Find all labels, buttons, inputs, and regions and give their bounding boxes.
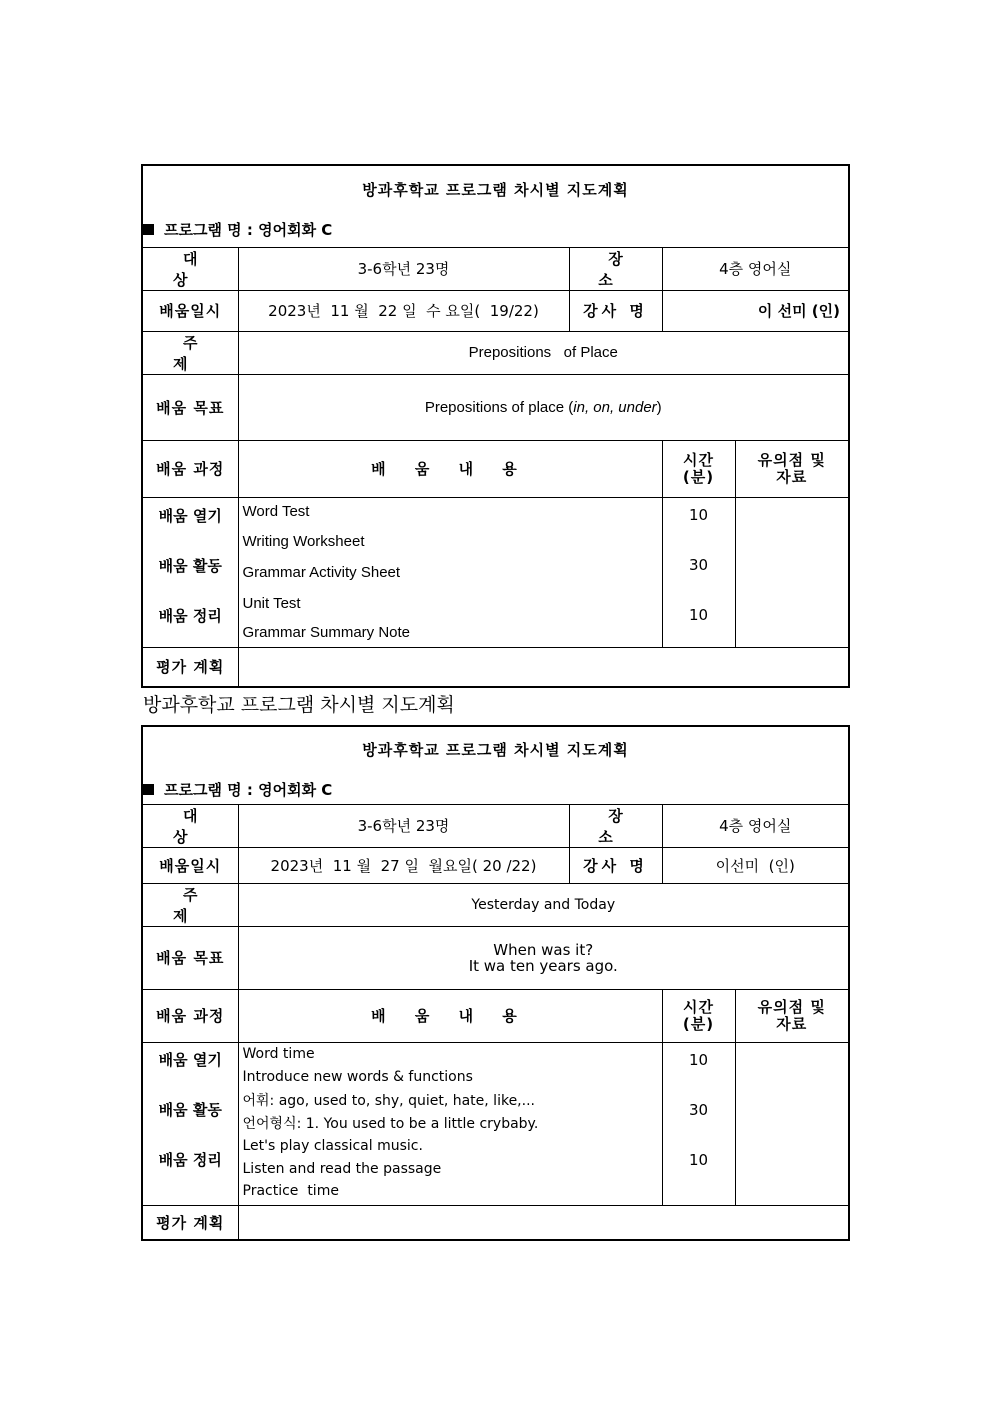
goal-line: It wa ten years ago. [468,956,618,975]
target-label: 대 상 [142,247,238,290]
phase-list [142,497,238,647]
time-value: 10 [688,506,709,524]
content-item: Listen and read the passage [242,1160,442,1177]
goal-text-end: ) [656,398,662,416]
time-label [662,440,735,497]
content-list [238,1042,662,1205]
evaluation-cell [238,647,849,687]
place-value: 4층 영어실 [662,804,849,847]
place-label: 장 소 [569,247,662,290]
phase-closing: 배움 정리 [158,1151,222,1169]
place-label: 장 소 [569,804,662,847]
content-item: Practice time [242,1183,339,1199]
content-item: Word time [242,1046,315,1062]
lesson-plan-1 [141,164,850,688]
program-name-text: 프로그램 명 : 영어회화 C [164,221,333,240]
notes-label-line-2: 자료 [776,467,808,486]
phase-opening: 배움 열기 [158,506,222,525]
content-item: Introduce new words & functions [242,1069,473,1085]
notes-label-line-1: 유의점 및 [757,997,826,1016]
date-value: 2023년 11 월 22 일 수 요일( 19/22) [238,290,569,331]
content-label: 배 움 내 용 [238,989,662,1042]
evaluation-cell [238,1205,849,1240]
goal-value [238,926,849,989]
notes-label-line-1: 유의점 및 [757,450,826,469]
phase-closing: 배움 정리 [158,606,222,625]
notes-label [735,989,849,1042]
date-value: 2023년 11 월 27 일 월요일( 20 /22) [238,847,569,883]
content-item: Grammar Activity Sheet [242,563,401,581]
evaluation-label: 평가 계획 [142,647,238,687]
lesson-plan-2 [141,725,850,1241]
date-label: 배움일시 [142,290,238,331]
plan-title: 방과후학교 프로그램 차시별 지도계획 [362,181,629,199]
notes-label [735,440,849,497]
time-list [662,1042,735,1205]
target-value: 3-6학년 23명 [238,804,569,847]
time-list [662,497,735,647]
goal-line: When was it? [493,940,594,959]
phase-list [142,1042,238,1205]
place-value: 4층 영어실 [662,247,849,290]
time-value: 10 [688,606,709,624]
content-list [238,497,662,647]
time-value: 30 [688,1100,709,1119]
process-label: 배움 과정 [142,440,238,497]
topic-value: Prepositions of Place [238,331,849,374]
content-item: 언어형식: 1. You used to be a little crybaby. [242,1116,539,1132]
time-label [662,989,735,1042]
phase-activity: 배움 활동 [158,1101,222,1119]
time-label-line-2: (분) [682,467,715,486]
time-value: 30 [688,556,709,574]
time-value: 10 [688,1050,709,1069]
content-item: Word Test [242,503,310,520]
content-item: Let's play classical music. [242,1138,423,1154]
program-name [142,213,849,247]
date-label: 배움일시 [142,847,238,883]
process-label: 배움 과정 [142,989,238,1042]
goal-text: Prepositions of place ( [424,398,574,416]
goal-value [238,374,849,440]
teacher-value: 이 선미 (인) [662,290,849,331]
topic-label: 주 제 [142,883,238,926]
content-item: Grammar Summary Note [242,624,411,641]
program-name [142,772,849,804]
time-label-line-2: (분) [682,1014,715,1033]
between-heading: 방과후학교 프로그램 차시별 지도계획 [143,694,455,716]
notes-label-line-2: 자료 [776,1014,808,1033]
notes-cell [735,497,849,647]
program-name-text: 프로그램 명 : 영어회화 C [164,781,333,800]
phase-activity: 배움 활동 [158,556,222,575]
goal-italic-text: in, on, under [573,398,657,416]
square-bullet-icon [143,784,154,795]
target-label: 대 상 [142,804,238,847]
time-label-line-1: 시간 [683,450,714,469]
teacher-label: 강사 명 [569,290,662,331]
topic-label: 주 제 [142,331,238,374]
time-label-line-1: 시간 [683,997,714,1016]
topic-value: Yesterday and Today [238,883,849,926]
target-value: 3-6학년 23명 [238,247,569,290]
plan-title: 방과후학교 프로그램 차시별 지도계획 [362,741,629,759]
goal-label: 배움 목표 [142,926,238,989]
time-value: 10 [688,1150,709,1169]
notes-cell [735,1042,849,1205]
content-item: Unit Test [242,594,301,612]
goal-label: 배움 목표 [142,374,238,440]
teacher-label: 강사 명 [569,847,662,883]
square-bullet-icon [143,224,154,235]
content-label: 배 움 내 용 [238,440,662,497]
content-item: Writing Worksheet [242,532,365,550]
teacher-value: 이선미 (인) [662,847,849,883]
phase-opening: 배움 열기 [158,1051,222,1069]
evaluation-label: 평가 계획 [142,1205,238,1240]
content-item: 어휘: ago, used to, shy, quiet, hate, like,... [242,1093,535,1109]
